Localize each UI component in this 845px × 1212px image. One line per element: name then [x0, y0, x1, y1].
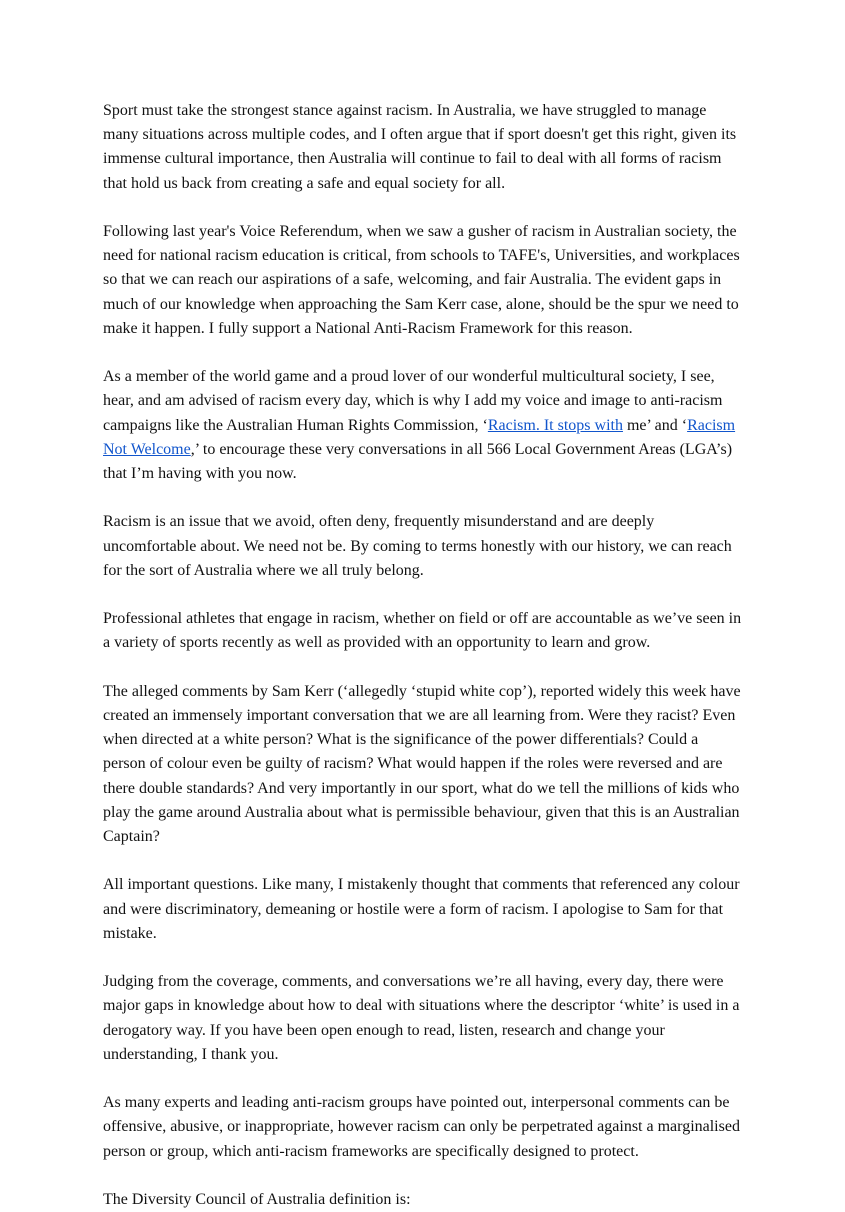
paragraph-1: Sport must take the strongest stance against racism. In Australia, we have struggled to manage many situations across multiple codes, and I often argue that if sport doesn't get this right, given its immense cultural importance, then Australia will continue to fail to deal with all forms of racism that hold us back from creating a safe and equal society for all. [103, 102, 737, 192]
document-body [103, 99, 743, 1212]
paragraph-7: All important questions. Like many, I mistakenly thought that comments that referenced any colour and were discriminatory, demeaning or hostile were a form of racism. I apologise to Sam for that mistake. [103, 876, 740, 942]
paragraph-2: Following last year's Voice Referendum, when we saw a gusher of racism in Australian society, the need for national racism education is critical, from schools to TAFE's, Universities, and workplaces so that we can reach our aspirations of a safe, welcoming, and fair Australia. The evident gaps in much of our knowledge when approaching the Sam Kerr case, alone, should be the spur we need to make it happen. I fully support a National Anti-Racism Framework for this reason. [103, 223, 740, 337]
paragraph-5: Professional athletes that engage in racism, whether on field or off are accountable as we’ve seen in a variety of sports recently as well as provided with an opportunity to learn and grow. [103, 610, 742, 652]
paragraph-3-text-middle: me’ and ‘ [622, 416, 688, 434]
racism-not-welcome-link[interactable]: Racism Not Welcome [103, 416, 736, 458]
racism-it-stops-with-me-link[interactable]: Racism. It stops with [487, 416, 623, 434]
paragraph-3-text-before: As a member of the world game and a proud lover of our wonderful multicultural society, I see, hear, and am advised of racism every day, which is why I add my voice and image to anti-racism campaigns like the Australian Human Rights Commission, ‘ [103, 368, 723, 434]
paragraph-8: Judging from the coverage, comments, and conversations we’re all having, every day, there were major gaps in knowledge about how to deal with situations where the descriptor ‘white’ is used in a derogatory way. If you have been open enough to read, listen, research and change your understanding, I thank you. [103, 973, 740, 1063]
paragraph-3 [103, 365, 743, 486]
paragraph-3-text-after: ,’ to encourage these very conversations in all 566 Local Government Areas (LGA’s) that I’m having with you now. [103, 440, 733, 483]
paragraph-10: The Diversity Council of Australia definition is: [103, 1191, 411, 1208]
paragraph-9: As many experts and leading anti-racism groups have pointed out, interpersonal comments can be offensive, abusive, or inappropriate, however racism can only be perpetrated against a marginalised person or group, which anti-racism frameworks are specifically designed to protect. [103, 1094, 740, 1160]
paragraph-6: The alleged comments by Sam Kerr (‘allegedly ‘stupid white cop’), reported widely this week have created an immensely important conversation that we are all learning from. Were they racist? Even when directed at a white person? What is the significance of the power differentials? Could a person of colour even be guilty of racism? What would happen if the roles were reversed and are there double standards? And very importantly in our sport, what do we tell the millions of kids who play the game around Australia about what is permissible behaviour, given that this is an Australian Captain? [103, 682, 741, 846]
paragraph-4: Racism is an issue that we avoid, often deny, frequently misunderstand and are deeply uncomfortable about. We need not be. By coming to terms honestly with our history, we can reach for the sort of Australia where we all truly belong. [103, 513, 732, 579]
